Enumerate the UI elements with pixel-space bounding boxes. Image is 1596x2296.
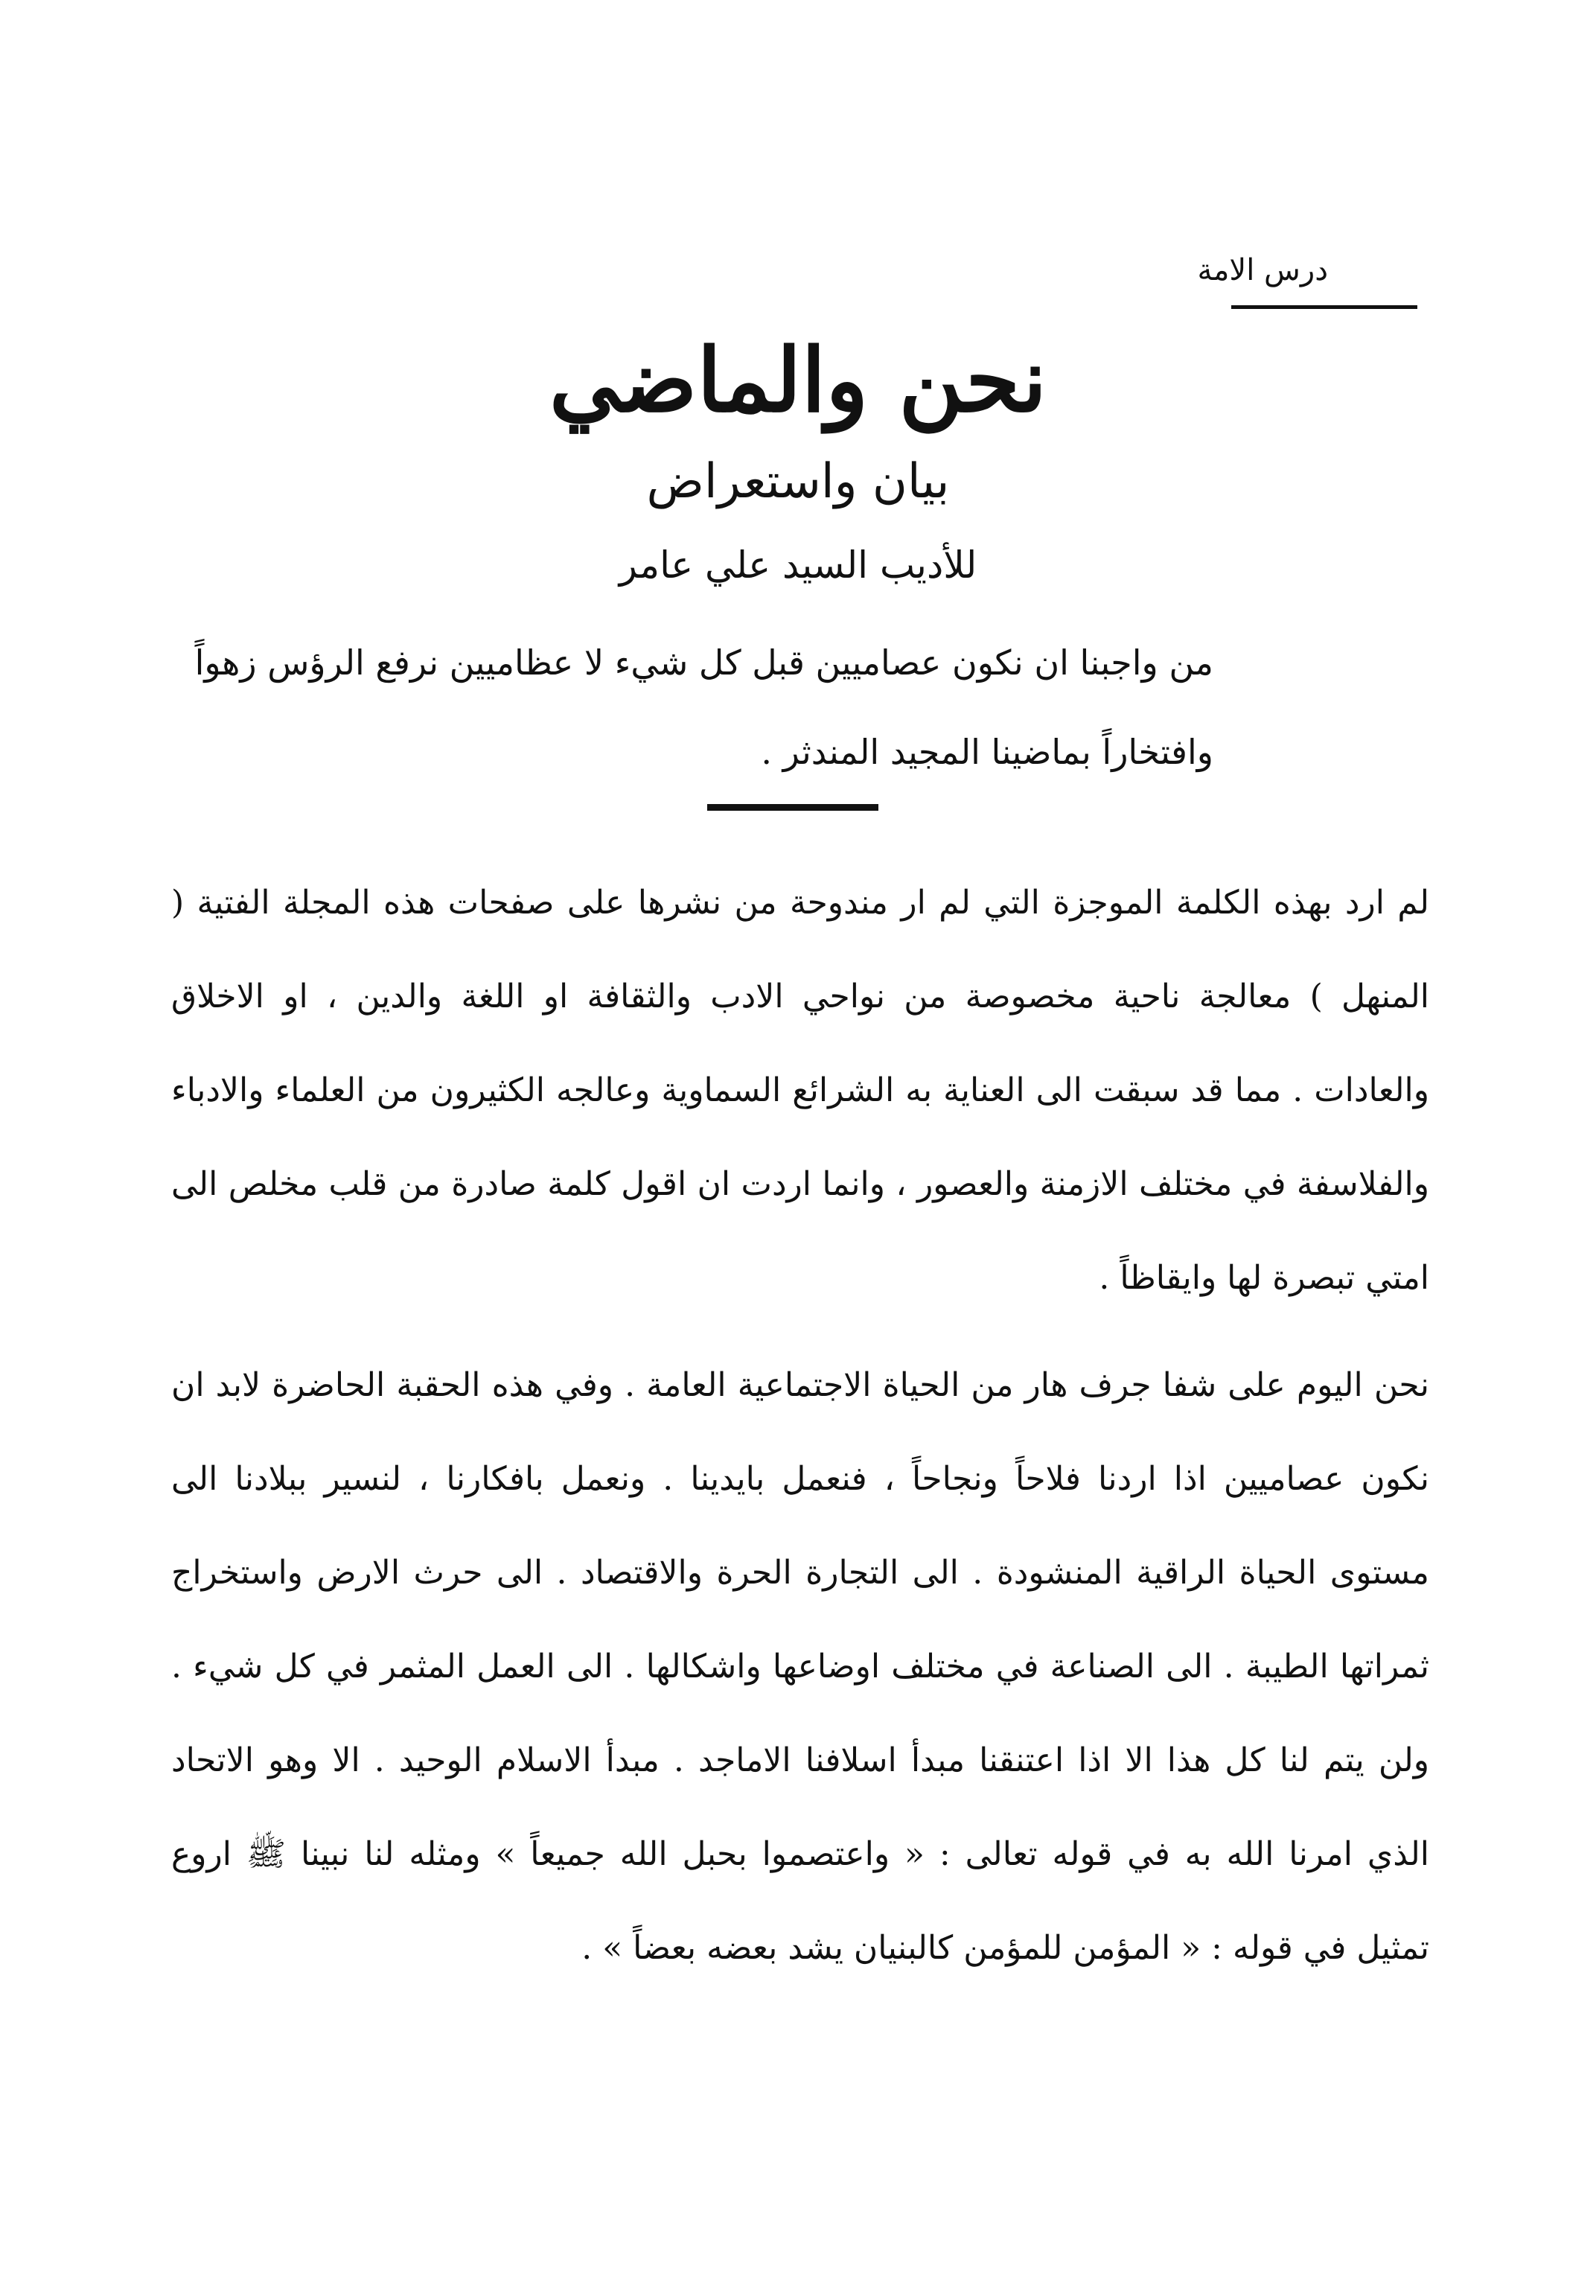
section-divider [707,804,878,811]
body-paragraph-2: نحن اليوم على شفا جرف هار من الحياة الاجتماعية العامة . وفي هذه الحقبة الحاضرة لابد ان نكون عصاميين اذا اردنا فلاحاً ونجاحاً ، فنعمل بايدينا . ونعمل بافكارنا ، لنسير ببلادنا الى مستوى الحياة الراقية المنشودة . الى التجارة الحرة والاقتصاد . الى حرث الارض واستخراج ثمراتها الطيبة . الى الصناعة في مختلف اوضاعها واشكالها . الى العمل المثمر في كل شيء . ولن يتم لنا كل هذا الا اذا اعتنقنا مبدأ اسلافنا الاماجد . مبدأ الاسلام الوحيد . الا وهو الاتحاد الذي امرنا الله به في قوله تعالى : « واعتصموا بحبل الله جميعاً » ومثله لنا نبينا ﷺ اروع تمثيل في قوله : « المؤمن للمؤمن كالبنيان يشد بعضه بعضاً » . [171,1366,1429,1967]
article-title: نحن والماضي [549,328,1047,432]
section-underline [1231,305,1417,309]
article-subtitle: بيان واستعراض [646,454,950,509]
body-paragraph-1: لم ارد بهذه الكلمة الموجزة التي لم ار مندوحة من نشرها على صفحات هذه المجلة الفتية ( المنهل ) معالجة ناحية مخصوصة من نواحي الادب والثقافة او اللغة والدين ، او الاخلاق والعادات . مما قد سبقت الى العناية به الشرائع السماوية وعالجه الكثيرون من العلماء والادباء والفلاسفة في مختلف الازمنة والعصور ، وانما اردت ان اقول كلمة صادرة من قلب مخلص الى امتي تبصرة لها وايقاظاً . [171,884,1430,1297]
article-author: للأديب السيد علي عامر [619,543,977,587]
section-label: درس الامة [1197,253,1328,287]
article-epigraph: من واجبنا ان نكون عصاميين قبل كل شيء لا عظاميين نرفع الرؤس زهواً وافتخاراً بماضينا المجيد المندثر . [194,642,1213,772]
article-body [171,856,1429,2009]
